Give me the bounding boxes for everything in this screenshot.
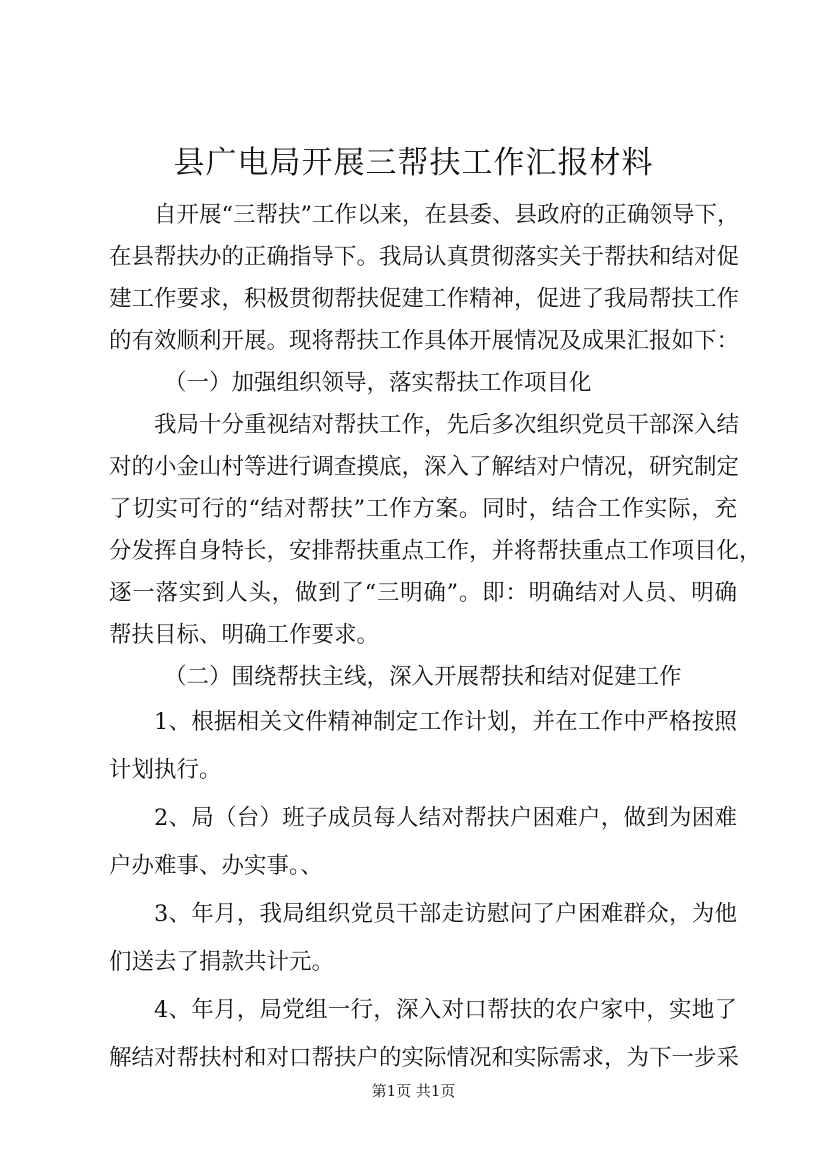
paragraph-line: 分发挥自身特长，安排帮扶重点工作，并将帮扶重点工作项目化， — [109, 538, 762, 564]
list-item-line: 1、根据相关文件精神制定工作计划，并在工作中严格按照 — [154, 709, 737, 735]
list-item-line: 们送去了捐款共计元。 — [109, 949, 335, 975]
paragraph-line: 帮扶目标、明确工作要求。 — [109, 622, 380, 648]
document-title: 县广电局开展三帮扶工作汇报材料 — [173, 145, 654, 181]
page-number: 第1页 共1页 — [371, 1082, 456, 1100]
paragraph-line: 的有效顺利开展。现将帮扶工作具体开展情况及成果汇报如下： — [109, 328, 740, 354]
paragraph-line: 在县帮扶办的正确指导下。我局认真贯彻落实关于帮扶和结对促 — [109, 244, 740, 270]
paragraph-line: 逐一落实到人头，做到了“三明确”。即：明确结对人员、明确 — [109, 580, 737, 606]
paragraph-line: 对的小金山村等进行调查摸底，深入了解结对户情况，研究制定 — [109, 454, 740, 480]
list-item-line: 2、局（台）班子成员每人结对帮扶户困难户，做到为困难 — [154, 805, 737, 831]
list-item-line: 计划执行。 — [109, 757, 222, 783]
paragraph-line: 自开展“三帮扶”工作以来，在县委、县政府的正确领导下， — [154, 202, 740, 228]
section-heading: （二）围绕帮扶主线，深入开展帮扶和结对促建工作 — [164, 664, 682, 690]
list-item-line: 3、年月，我局组织党员干部走访慰问了户困难群众，为他 — [154, 901, 737, 927]
list-item-line: 户办难事、办实事。、 — [109, 853, 323, 879]
document-body — [109, 194, 762, 1082]
paragraph-line: 了切实可行的“结对帮扶”工作方案。同时，结合工作实际，充 — [109, 496, 737, 522]
paragraph-line: 我局十分重视结对帮扶工作，先后多次组织党员干部深入结 — [154, 412, 740, 438]
paragraph-line: 建工作要求，积极贯彻帮扶促建工作精神，促进了我局帮扶工作 — [109, 286, 740, 312]
list-item-line: 4、年月，局党组一行，深入对口帮扶的农户家中，实地了 — [154, 997, 737, 1023]
section-heading: （一）加强组织领导，落实帮扶工作项目化 — [164, 370, 592, 396]
list-item-line: 解结对帮扶村和对口帮扶户的实际情况和实际需求，为下一步采 — [109, 1045, 740, 1071]
